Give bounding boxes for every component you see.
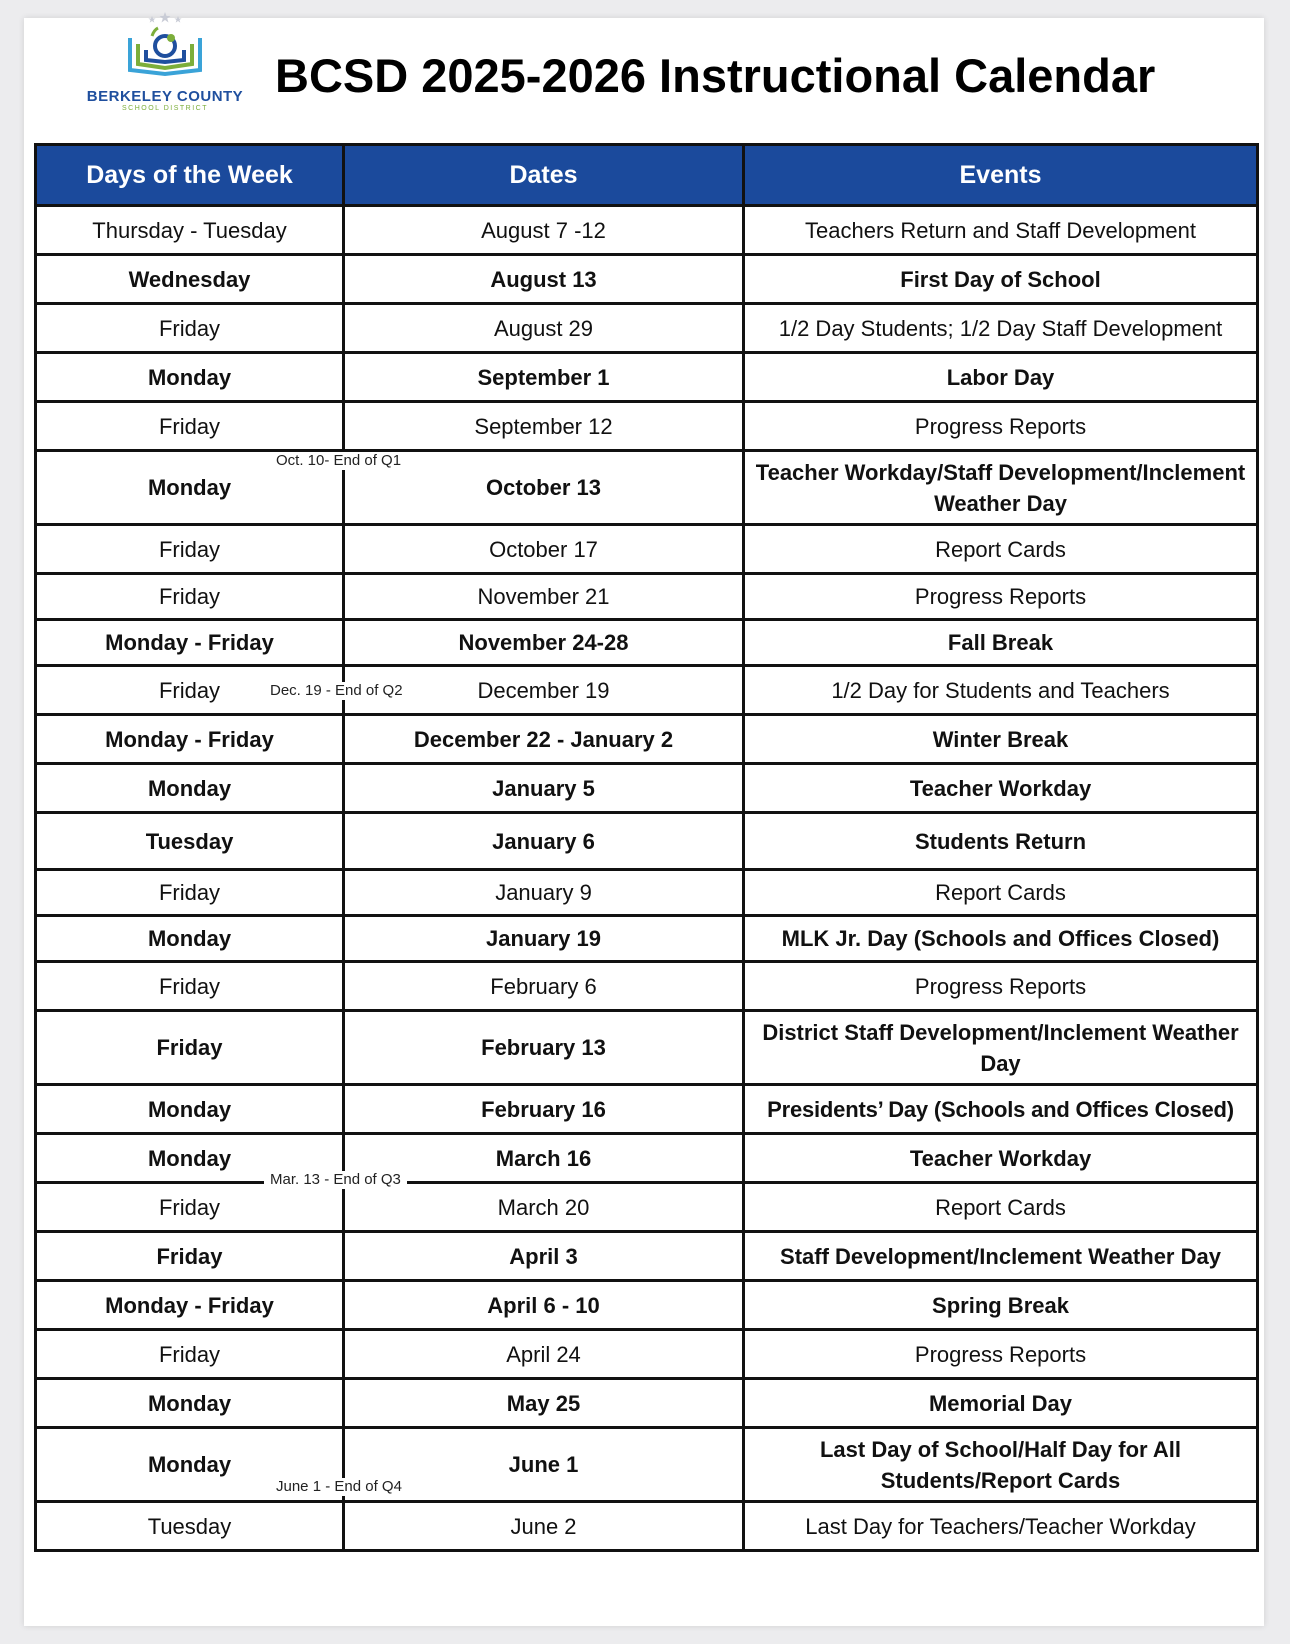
date-cell: January 19 xyxy=(344,916,744,962)
quarter-end-label: June 1 - End of Q4 xyxy=(270,1478,408,1496)
header-dates: Dates xyxy=(344,145,744,206)
event-cell: Memorial Day xyxy=(744,1379,1258,1428)
date-cell: November 21 xyxy=(344,574,744,620)
day-cell: Monday xyxy=(36,916,344,962)
date-cell: March 20 xyxy=(344,1183,744,1232)
logo-subname: SCHOOL DISTRICT xyxy=(121,105,209,112)
book-logo-icon xyxy=(70,8,260,88)
table-row xyxy=(36,1232,1258,1281)
date-cell: November 24-28 xyxy=(344,620,744,666)
date-cell: June 1 xyxy=(344,1428,744,1502)
table-row xyxy=(36,764,1258,813)
day-cell: Friday xyxy=(36,1232,344,1281)
event-cell: Progress Reports xyxy=(744,1330,1258,1379)
date-cell: September 12 xyxy=(344,402,744,451)
table-row xyxy=(36,1428,1258,1502)
table-row xyxy=(36,1085,1258,1134)
day-cell: Friday xyxy=(36,1011,344,1085)
day-cell: Friday xyxy=(36,962,344,1011)
date-cell: January 6 xyxy=(344,813,744,870)
table-row xyxy=(36,206,1258,255)
page-title: BCSD 2025-2026 Instructional Calendar xyxy=(275,49,1156,102)
date-cell: April 3 xyxy=(344,1232,744,1281)
date-cell: December 19 xyxy=(344,666,744,715)
table-row xyxy=(36,1011,1258,1085)
table-row xyxy=(36,451,1258,525)
event-cell: Report Cards xyxy=(744,1183,1258,1232)
event-cell: Report Cards xyxy=(744,525,1258,574)
event-cell: Labor Day xyxy=(744,353,1258,402)
table-row xyxy=(36,1134,1258,1183)
day-cell: Monday xyxy=(36,1134,344,1183)
table-row xyxy=(36,402,1258,451)
day-cell: Tuesday xyxy=(36,813,344,870)
day-cell: Friday xyxy=(36,870,344,916)
day-cell: Wednesday xyxy=(36,255,344,304)
day-cell: Monday xyxy=(36,451,344,525)
table-row xyxy=(36,1379,1258,1428)
event-cell: Spring Break xyxy=(744,1281,1258,1330)
table-row xyxy=(36,715,1258,764)
day-cell: Friday xyxy=(36,574,344,620)
date-cell: January 9 xyxy=(344,870,744,916)
date-cell: February 13 xyxy=(344,1011,744,1085)
day-cell: Monday xyxy=(36,764,344,813)
table-row xyxy=(36,666,1258,715)
table-row xyxy=(36,574,1258,620)
event-cell: MLK Jr. Day (Schools and Offices Closed) xyxy=(744,916,1258,962)
table-row xyxy=(36,525,1258,574)
table-row xyxy=(36,353,1258,402)
table-row xyxy=(36,1183,1258,1232)
day-cell: Monday - Friday xyxy=(36,620,344,666)
table-row xyxy=(36,962,1258,1011)
event-cell: Winter Break xyxy=(744,715,1258,764)
district-logo xyxy=(70,8,260,128)
date-cell: October 17 xyxy=(344,525,744,574)
event-cell: Progress Reports xyxy=(744,574,1258,620)
date-cell: February 16 xyxy=(344,1085,744,1134)
date-cell: August 7 -12 xyxy=(344,206,744,255)
day-cell: Monday - Friday xyxy=(36,1281,344,1330)
day-cell: Friday xyxy=(36,1183,344,1232)
event-cell: Fall Break xyxy=(744,620,1258,666)
event-cell: Teachers Return and Staff Development xyxy=(744,206,1258,255)
date-cell: October 13 xyxy=(344,451,744,525)
date-cell: March 16 xyxy=(344,1134,744,1183)
table-row xyxy=(36,255,1258,304)
day-cell: Friday xyxy=(36,666,344,715)
quarter-end-label: Dec. 19 - End of Q2 xyxy=(264,682,409,700)
date-cell: August 29 xyxy=(344,304,744,353)
event-cell: District Staff Development/Inclement Weather Day xyxy=(744,1011,1258,1085)
logo-name: BERKELEY COUNTY xyxy=(86,88,244,105)
day-cell: Monday xyxy=(36,1379,344,1428)
event-cell: 1/2 Day for Students and Teachers xyxy=(744,666,1258,715)
date-cell: April 6 - 10 xyxy=(344,1281,744,1330)
event-cell: Last Day for Teachers/Teacher Workday xyxy=(744,1502,1258,1551)
event-cell: Teacher Workday xyxy=(744,1134,1258,1183)
day-cell: Friday xyxy=(36,525,344,574)
table-row xyxy=(36,1330,1258,1379)
event-cell: Report Cards xyxy=(744,870,1258,916)
table-row xyxy=(36,1281,1258,1330)
date-cell: June 2 xyxy=(344,1502,744,1551)
quarter-end-label: Oct. 10- End of Q1 xyxy=(270,452,407,470)
event-cell: 1/2 Day Students; 1/2 Day Staff Development xyxy=(744,304,1258,353)
day-cell: Monday xyxy=(36,1428,344,1502)
table-row xyxy=(36,916,1258,962)
day-cell: Monday xyxy=(36,353,344,402)
quarter-end-label: Mar. 13 - End of Q3 xyxy=(264,1171,407,1189)
day-cell: Monday - Friday xyxy=(36,715,344,764)
date-cell: August 13 xyxy=(344,255,744,304)
table-row xyxy=(36,304,1258,353)
header-days: Days of the Week xyxy=(36,145,344,206)
event-cell: Staff Development/Inclement Weather Day xyxy=(744,1232,1258,1281)
day-cell: Friday xyxy=(36,402,344,451)
date-cell: February 6 xyxy=(344,962,744,1011)
day-cell: Tuesday xyxy=(36,1502,344,1551)
date-cell: May 25 xyxy=(344,1379,744,1428)
day-cell: Thursday - Tuesday xyxy=(36,206,344,255)
day-cell: Friday xyxy=(36,1330,344,1379)
date-cell: December 22 - January 2 xyxy=(344,715,744,764)
event-cell: Progress Reports xyxy=(744,962,1258,1011)
table-row xyxy=(36,870,1258,916)
event-cell: Students Return xyxy=(744,813,1258,870)
table-row xyxy=(36,813,1258,870)
event-cell: Teacher Workday/Staff Development/Inclement Weather Day xyxy=(744,451,1258,525)
event-cell: First Day of School xyxy=(744,255,1258,304)
header-row xyxy=(36,145,1258,206)
date-cell: January 5 xyxy=(344,764,744,813)
date-cell: September 1 xyxy=(344,353,744,402)
day-cell: Friday xyxy=(36,304,344,353)
event-cell: Progress Reports xyxy=(744,402,1258,451)
event-cell: Presidents’ Day (Schools and Offices Closed) xyxy=(744,1085,1258,1134)
date-cell: April 24 xyxy=(344,1330,744,1379)
event-cell: Last Day of School/Half Day for All Students/Report Cards xyxy=(744,1428,1258,1502)
table-row xyxy=(36,1502,1258,1551)
event-cell: Teacher Workday xyxy=(744,764,1258,813)
calendar-table xyxy=(34,143,1259,1552)
day-cell: Monday xyxy=(36,1085,344,1134)
table-row xyxy=(36,620,1258,666)
header-events: Events xyxy=(744,145,1258,206)
